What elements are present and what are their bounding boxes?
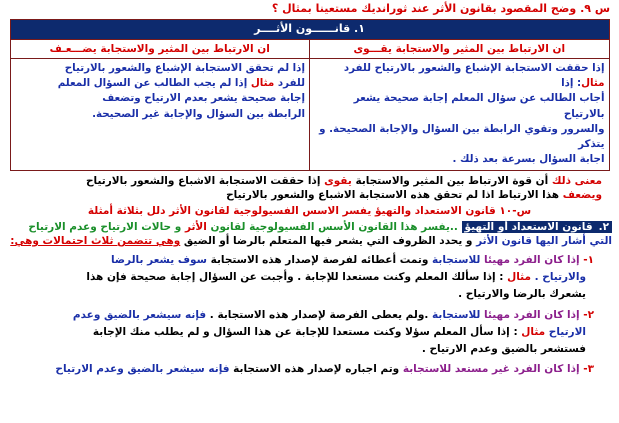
strengthen-text-b: : إذا <box>561 77 582 90</box>
point-2-d: فإنه سيشعر بالضيق وعدم <box>72 308 207 321</box>
readiness-text-b: الأثر <box>184 221 207 234</box>
point-3-c: وتم اجباره لإصدار هذه الاستجابة <box>229 362 403 375</box>
readiness-title: قانون الاستعداد أو التهيؤ <box>462 221 596 233</box>
meaning-weak-text: هذا الارتباط اذا لم تحقق هذه الاستجابة الاشباع والشعور بالارتياح <box>226 188 563 201</box>
readiness-text-a: ..يفسر هذا القانون الأسس الفسيولوجية لقانون <box>206 221 462 234</box>
strengthen-line-2: أجاب الطالب عن سؤال المعلم إجابة صحيحة يشعر بالارتياح <box>353 92 605 120</box>
point-2-c: .ولم يعطى الفرصة لإصدار هذه الاستجابة . <box>206 308 429 321</box>
weaken-example-label: مثال <box>250 77 275 90</box>
strengthen-line-3: والسرور وتقوي الرابطة بين السؤال والإجابة الصحيحة. و يتذكر <box>319 122 605 151</box>
point-2-line-3: فستشعر بالضيق وعدم الارتياح . <box>421 342 586 355</box>
meaning-label: معنى ذلك <box>551 174 602 187</box>
meaning-line-2 <box>3 188 616 202</box>
readiness-line-2-b: و يحدد الظروف التي يشعر فيها المتعلم بالرضا أو الضيق <box>180 235 477 248</box>
strengthen-example-label: مثال <box>581 77 605 90</box>
point-2-a: إذا كان الفرد مهيئا <box>484 308 580 321</box>
meaning-weak-label: ويضعف <box>562 188 602 201</box>
strengthen-line-4: اجابة السؤال بسرعة بعد ذلك . <box>452 153 605 166</box>
point-1-example-label: مثال <box>507 270 531 283</box>
point-2-example-label: مثال <box>521 325 546 338</box>
strengthen-text-a: إذا حققت الاستجابة الإشباع والشعور بالارتياح للفرد <box>343 62 605 75</box>
weaken-line-2-b: إذا لم يجب الطالب عن السؤال المعلم <box>57 77 248 90</box>
weaken-line-2-a: للفرد <box>277 77 305 90</box>
readiness-line-1 <box>3 220 616 234</box>
readiness-line-2-a: التي أشار اليها قانون الأثر <box>476 235 612 248</box>
meaning-strong: يقوى <box>324 174 352 187</box>
meaning-line-1 <box>3 174 616 188</box>
point-1-a: إذا كان الفرد مهيئا <box>484 253 580 266</box>
point-2-line-1 <box>3 307 616 324</box>
point-3-line-1 <box>3 361 616 378</box>
meaning-text-a: أن قوة الارتباط بين المثير والاستجابة <box>351 174 552 187</box>
point-1-line-3: يشعرك بالرضا والارتياح . <box>458 287 586 300</box>
readiness-number: ٢. <box>596 221 612 233</box>
strengthen-header: ان الارتباط بين المثير والاستجابة يقـــوى <box>310 39 610 58</box>
point-3-a: إذا كان الفرد غير مستعد للاستجابة <box>402 362 580 375</box>
question-9: س ٩. وضح المقصود بقانون الأثر عند ثورانديك مستعينا بمثال ؟ <box>271 2 610 15</box>
point-2-l2-b: : إذا سأل المعلم سؤلا وكنت مستعدا للإجابة عن هذا السؤال و لم يطلب منك الإجابة <box>92 325 522 338</box>
point-3-number: ٣- <box>583 362 594 375</box>
readiness-line-2-c: وهي تتضمن ثلاث احتمالات وهي: <box>10 235 181 248</box>
point-2-line-2 <box>3 324 616 341</box>
point-1-l2-a: والارتياح . <box>530 270 586 283</box>
point-1-line-1 <box>3 252 616 269</box>
point-2-b: للاستجابة <box>428 308 485 321</box>
strengthen-cell <box>310 59 610 171</box>
weaken-header: ان الارتباط بين المثير والاستجابة يضـــعـف <box>10 39 310 58</box>
point-1-b: للاستجابة <box>428 253 485 266</box>
weaken-cell <box>10 59 310 171</box>
question-10: س-١٠ قانون الاستعداد والتهيؤ يفسر الاسس الفسيولوجية لقانون الأثر دلل بثلاثة أمثلة <box>87 205 532 217</box>
readiness-text-c: و حالات الارتياح وعدم الارتياح <box>28 221 185 234</box>
point-2-l2-a: الارتياح <box>545 325 586 338</box>
weaken-line-4: الرابطة بين السؤال والإجابة غير الصحيحة. <box>92 107 305 120</box>
point-2-number: ٢- <box>583 308 594 321</box>
effect-law-table <box>10 19 610 171</box>
weaken-line-1: إذا لم تحقق الاستجابة الإشباع والشعور بالارتياح <box>64 62 305 75</box>
readiness-line-2 <box>3 234 616 248</box>
point-1-d: سوف يشعر بالرضا <box>110 253 207 266</box>
point-3-d: فإنه سيشعر بالضيق وعدم الارتياح <box>55 362 230 375</box>
point-1-number: ١- <box>583 253 594 266</box>
effect-law-title: ١. قانــــــون الأثــــر <box>10 20 609 40</box>
point-1-l2-b: : إذا سألك المعلم وكنت مستعدا للإجابة . وأجبت عن السؤال إجابة صحيحة فإن هذا <box>86 270 508 283</box>
meaning-text-b: إذا حققت الاستجابة الاشباع والشعور بالارتياح <box>85 174 325 187</box>
point-1-line-2 <box>3 269 616 286</box>
weaken-line-3: إجابة صحيحة يشعر بعدم الارتياح وتضعف <box>102 92 305 105</box>
point-1-c: وتمت أعطائه لفرصة لإصدار هذه الاستجابة <box>206 253 429 266</box>
